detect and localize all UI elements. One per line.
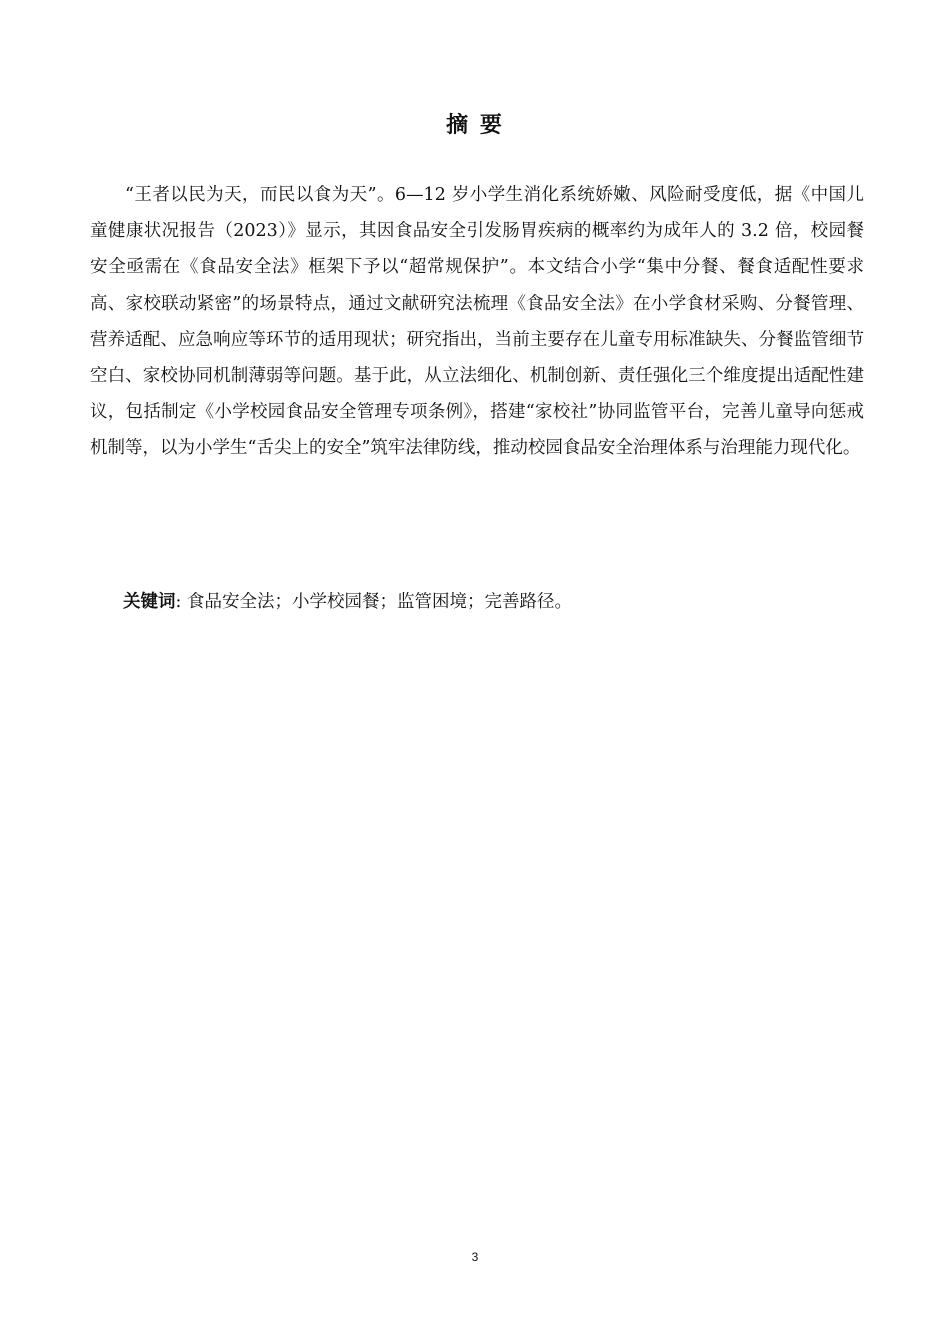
abstract-paragraph: “王者以民为天，而民以食为天”。6—12 岁小学生消化系统娇嫩、风险耐受度低，据《中国儿童健康状况报告（2023）》显示，其因食品安全引发肠胃疾病的概率约为成年人的 3.2 倍，校园餐安全亟需在《食品安全法》框架下予以“超常规保护”。本文结合小学“集中分餐、餐食适配性要求高、家校联动紧密”的场景特点，通过文献研究法梳理《食品安全法》在小学食材采购、分餐管理、营养适配、应急响应等环节的适用现状；研究指出，当前主要存在儿童专用标准缺失、分餐监管细节空白、家校协同机制薄弱等问题。基于此，从立法细化、机制创新、责任强化三个维度提出适配性建议，包括制定《小学校园食品安全管理专项条例》，搭建“家校社”协同监管平台，完善儿童导向惩戒机制等，以为小学生“舌尖上的安全”筑牢法律防线，推动校园食品安全治理体系与治理能力现代化。 bbox=[90, 185, 864, 459]
abstract-title: 摘 要 bbox=[446, 113, 504, 138]
keywords-text: 食品安全法；小学校园餐；监管困境；完善路径。 bbox=[186, 592, 572, 612]
keywords-label: 关键词 bbox=[123, 592, 176, 612]
keywords-separator: : bbox=[175, 592, 182, 612]
keywords-line bbox=[123, 587, 572, 617]
page-number: 3 bbox=[471, 1250, 479, 1264]
